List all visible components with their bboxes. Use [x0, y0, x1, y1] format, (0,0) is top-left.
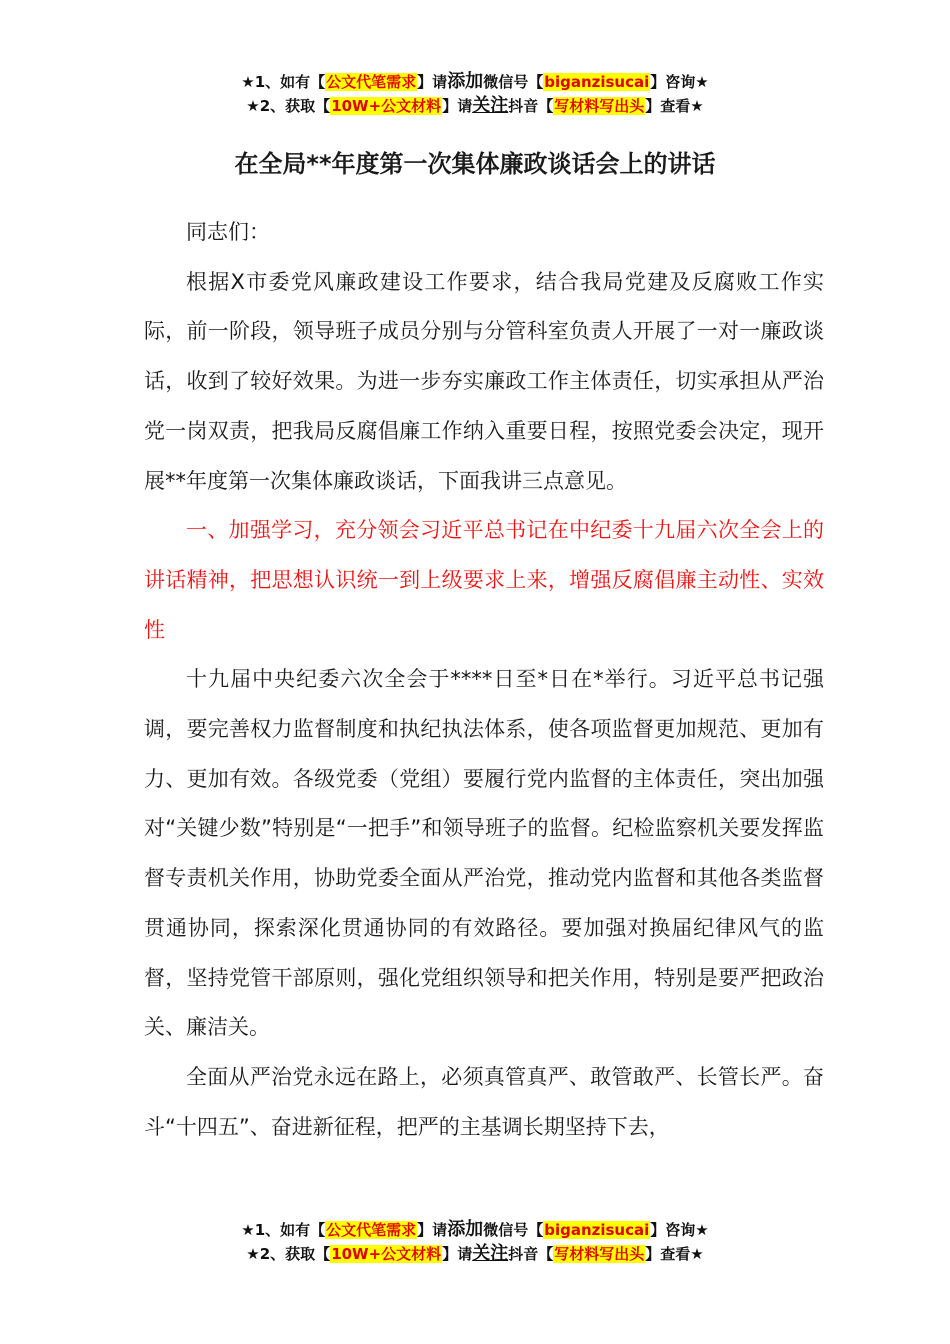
banner-highlight: 公文代笔需求: [326, 73, 417, 91]
footer-banner: [0, 1218, 950, 1266]
banner-highlight: 10W+公文材料: [331, 97, 442, 115]
document-title: 在全局**年度第一次集体廉政谈话会上的讲话: [234, 150, 716, 178]
paragraph: 根据X市委党风廉政建设工作要求，结合我局党建及反腐败工作实际，前一阶段，领导班子成员分别与分管科室负责人开展了一对一廉政谈话，收到了较好效果。为进一步夯实廉政工作主体责任，切实承担从严治党一岗双责，把我局反腐倡廉工作纳入重要日程，按照党委会决定，现开展**年度第一次集体廉政谈话，下面我讲三点意见。: [144, 269, 824, 493]
banner-line-2: [0, 1242, 950, 1266]
banner-text: 抖音【: [508, 97, 554, 115]
salutation: 同志们：: [186, 220, 270, 244]
banner-text: 抖音【: [508, 1245, 554, 1263]
banner-line-2: [0, 94, 950, 118]
banner-highlight: 写材料写出头: [554, 1245, 645, 1263]
banner-emphasis: 关注: [472, 1243, 509, 1264]
banner-highlight: biganzisucai: [544, 1221, 650, 1239]
banner-highlight: 公文代笔需求: [326, 1221, 417, 1239]
banner-text: 】请: [417, 1221, 448, 1239]
banner-emphasis: 添加: [447, 1219, 484, 1240]
document-body: [144, 208, 824, 1152]
banner-text: 微信号【: [483, 1221, 544, 1239]
header-banner: [0, 70, 950, 118]
section-heading: 一、加强学习，充分领会习近平总书记在中纪委十九届六次全会上的讲话精神，把思想认识统一到上级要求上来，增强反腐倡廉主动性、实效性: [144, 518, 824, 642]
banner-line-1: [0, 1218, 950, 1242]
banner-text: 】咨询★: [650, 1221, 709, 1239]
banner-emphasis: 添加: [447, 71, 484, 92]
banner-text: 微信号【: [483, 73, 544, 91]
banner-text: 】请: [442, 97, 473, 115]
paragraph: 全面从严治党永远在路上，必须真管真严、敢管敢严、长管长严。奋斗“十四五”、奋进新征程，把严的主基调长期坚持下去，: [144, 1064, 824, 1139]
banner-text: ★2、获取【: [246, 97, 331, 115]
banner-line-1: [0, 70, 950, 94]
banner-text: 】查看★: [645, 97, 704, 115]
banner-text: ★1、如有【: [241, 73, 326, 91]
banner-text: 】咨询★: [650, 73, 709, 91]
banner-text: 】查看★: [645, 1245, 704, 1263]
banner-highlight: 写材料写出头: [554, 97, 645, 115]
banner-highlight: biganzisucai: [544, 73, 650, 91]
banner-emphasis: 关注: [472, 95, 509, 116]
banner-text: ★2、获取【: [246, 1245, 331, 1263]
banner-text: 】请: [417, 73, 448, 91]
banner-text: ★1、如有【: [241, 1221, 326, 1239]
banner-text: 】请: [442, 1245, 473, 1263]
paragraph: 十九届中央纪委六次全会于****日至*日在*举行。习近平总书记强调，要完善权力监督制度和执纪执法体系，使各项监督更加规范、更加有力、更加有效。各级党委（党组）要履行党内监督的主体责任，突出加强对“关键少数”特别是“一把手”和领导班子的监督。纪检监察机关要发挥监督专责机关作用，协助党委全面从严治党，推动党内监督和其他各类监督贯通协同，探索深化贯通协同的有效路径。要加强对换届纪律风气的监督，坚持党管干部原则，强化党组织领导和把关作用，特别是要严把政治关、廉洁关。: [144, 667, 824, 1040]
banner-highlight: 10W+公文材料: [331, 1245, 442, 1263]
